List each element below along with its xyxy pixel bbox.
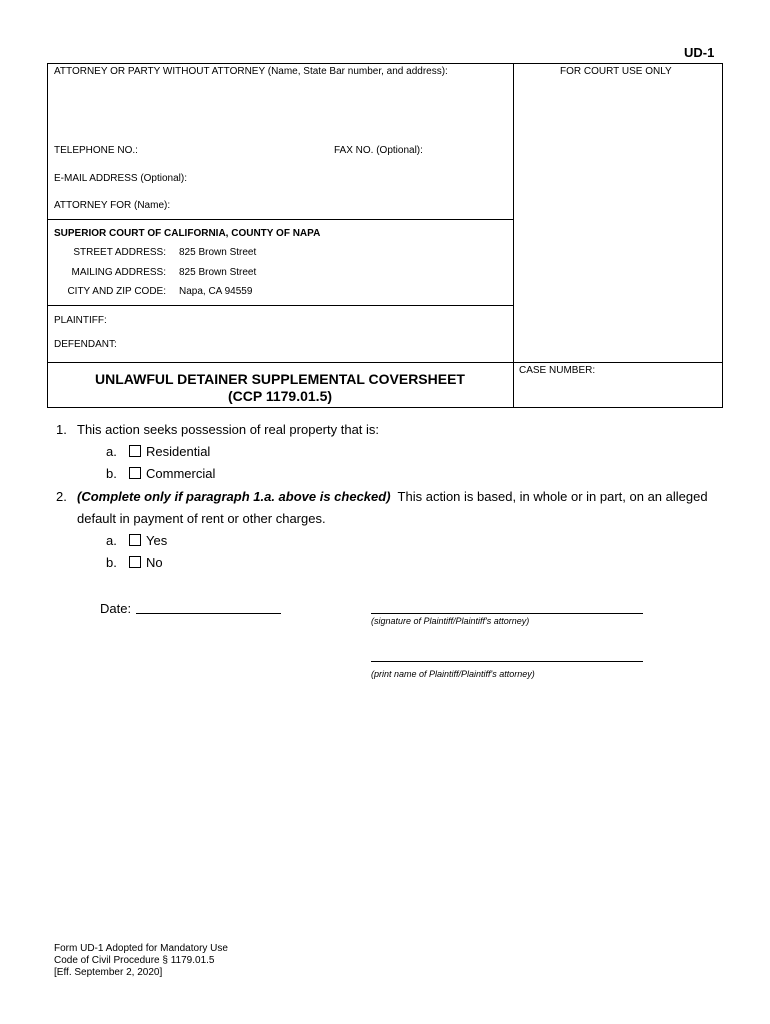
form-subtitle: (CCP 1179.01.5) — [227, 388, 333, 404]
residential-label: Residential — [146, 444, 211, 459]
print-name-line[interactable] — [371, 661, 643, 662]
court-name: SUPERIOR COURT OF CALIFORNIA, COUNTY OF NAPA — [54, 228, 321, 239]
yes-label: Yes — [146, 533, 168, 548]
commercial-label: Commercial — [146, 466, 216, 481]
signature-caption: (signature of Plaintiff/Plaintiff's attorney) — [371, 616, 530, 626]
item2-emphasis: (Complete only if paragraph 1.a. above is checked) — [77, 489, 391, 504]
email-label: E-MAIL ADDRESS (Optional): — [54, 173, 188, 184]
mailing-label: MAILING ADDRESS: — [71, 267, 166, 278]
telephone-label: TELEPHONE NO.: — [54, 145, 138, 156]
court-section-divider — [47, 305, 513, 306]
defendant-label: DEFENDANT: — [54, 339, 117, 350]
item2-text1: This action is based, in whole or in part, on an alleged — [397, 489, 708, 504]
court-use-divider — [513, 63, 514, 408]
attorney-section-divider — [47, 219, 513, 220]
city-label: CITY AND ZIP CODE: — [67, 286, 166, 297]
item1-text: This action seeks possession of real property that is: — [77, 422, 380, 437]
case-number-label: CASE NUMBER: — [519, 365, 596, 376]
item1a-letter: a. — [106, 444, 117, 459]
date-label: Date: — [100, 601, 132, 616]
item2b-letter: b. — [106, 555, 117, 570]
attorney-for-label: ATTORNEY FOR (Name): — [54, 200, 171, 211]
no-checkbox[interactable] — [129, 556, 141, 568]
item1-number: 1. — [56, 422, 67, 437]
form-title: UNLAWFUL DETAINER SUPPLEMENTAL COVERSHEET — [95, 371, 465, 387]
item2-number: 2. — [56, 489, 67, 504]
signature-line[interactable] — [371, 613, 643, 614]
print-name-caption: (print name of Plaintiff/Plaintiff's attorney) — [371, 669, 535, 679]
residential-checkbox[interactable] — [129, 445, 141, 457]
street-value: 825 Brown Street — [179, 247, 257, 258]
item1b-letter: b. — [106, 466, 117, 481]
fax-label: FAX NO. (Optional): — [334, 145, 423, 156]
item2a-letter: a. — [106, 533, 117, 548]
footer-line2: Code of Civil Procedure § 1179.01.5 — [54, 955, 215, 966]
item2-line1 — [77, 489, 708, 504]
yes-checkbox[interactable] — [129, 534, 141, 546]
footer-line3: [Eff. September 2, 2020] — [54, 967, 163, 978]
form-id: UD-1 — [684, 45, 715, 60]
commercial-checkbox[interactable] — [129, 467, 141, 479]
date-field-line[interactable] — [136, 613, 281, 614]
title-section-divider — [47, 362, 723, 363]
footer-line1: Form UD-1 Adopted for Mandatory Use — [54, 943, 228, 954]
city-value: Napa, CA 94559 — [179, 286, 253, 297]
plaintiff-label: PLAINTIFF: — [54, 315, 107, 326]
attorney-label: ATTORNEY OR PARTY WITHOUT ATTORNEY (Name, State Bar number, and address): — [54, 66, 448, 77]
court-use-label: FOR COURT USE ONLY — [560, 66, 672, 77]
item2-text2: default in payment of rent or other charges. — [77, 511, 326, 526]
mailing-value: 825 Brown Street — [179, 267, 257, 278]
street-label: STREET ADDRESS: — [73, 247, 166, 258]
no-label: No — [146, 555, 163, 570]
